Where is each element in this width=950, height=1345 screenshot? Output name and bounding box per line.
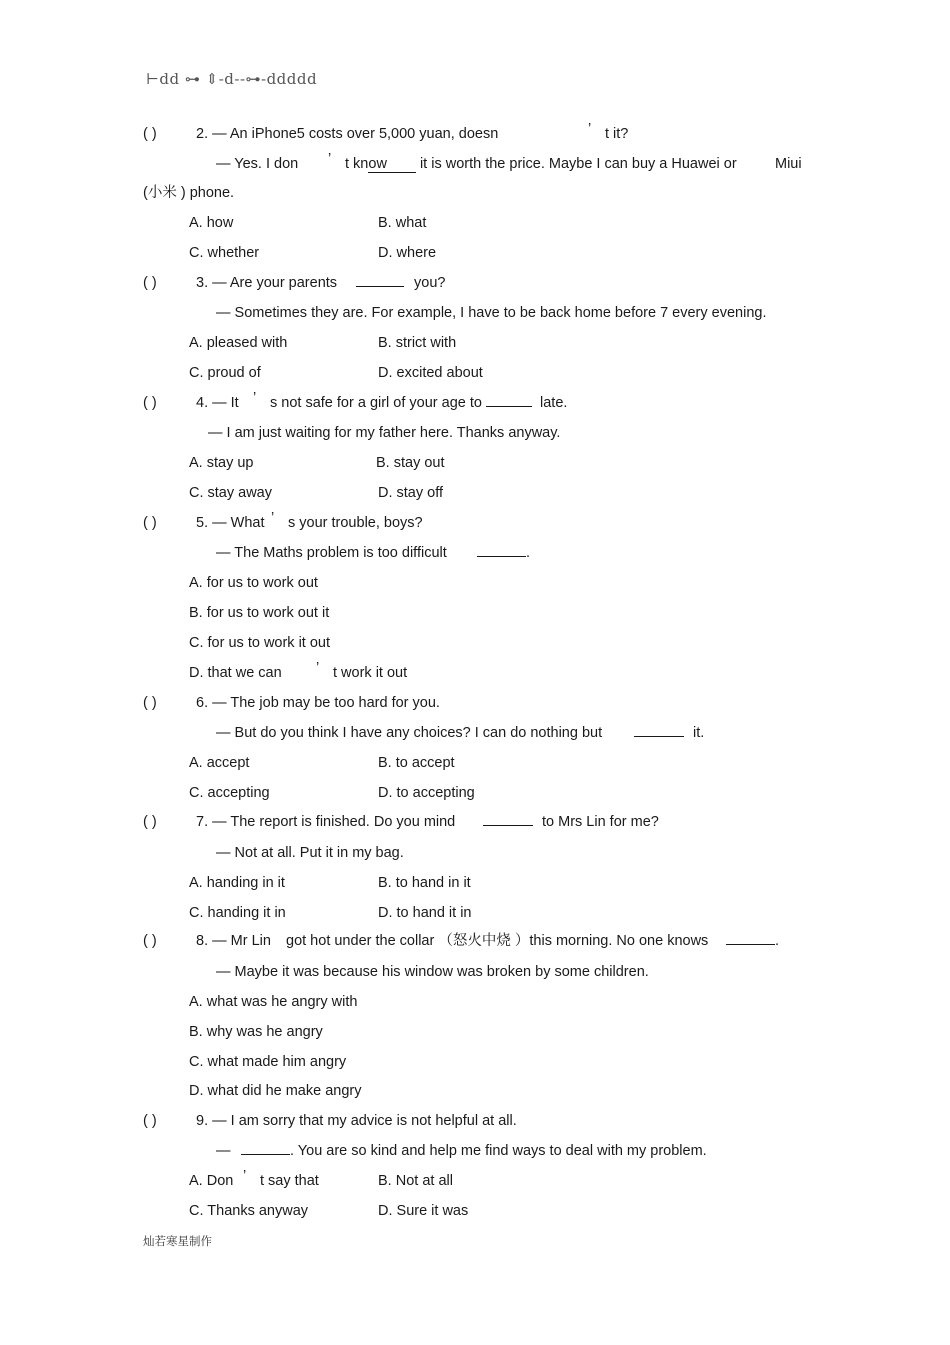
answer-paren: ( ) (143, 395, 157, 411)
option-3d: D. excited about (378, 365, 483, 381)
question-5-text: 5. — What (196, 515, 265, 531)
question-8-blank: . (726, 932, 779, 950)
option-3b: B. strict with (378, 335, 457, 351)
option-9c: C. Thanks anyway (189, 1203, 309, 1219)
option-4d: D. stay off (378, 485, 444, 501)
answer-7-text: — Not at all. Put it in my bag. (216, 845, 404, 861)
option-7a: A. handing in it (189, 875, 285, 891)
option-8b: B. why was he angry (189, 1024, 323, 1040)
apostrophe: ’ (328, 151, 332, 167)
apostrophe: ’ (316, 660, 320, 676)
question-4-mid: s not safe for a girl of your age to (270, 395, 482, 411)
answer-6-blank (634, 724, 684, 742)
option-4a: A. stay up (189, 455, 254, 471)
option-3c: C. proud of (189, 365, 261, 381)
option-2d: D. where (378, 245, 437, 261)
answer-2-blank: ow (368, 156, 416, 173)
option-6c: C. accepting (189, 785, 270, 801)
option-6b: B. to accept (378, 755, 455, 771)
answer-paren: ( ) (143, 515, 157, 531)
answer-3-text: — Sometimes they are. For example, I have to be back home before 7 every evening. (216, 305, 767, 321)
option-8c: C. what made him angry (189, 1054, 347, 1070)
option-2a: A. how (189, 215, 234, 231)
answer-2-continuation: (小米 ) phone. (143, 185, 235, 201)
answer-5-text: — The Maths problem is too difficult (216, 545, 447, 561)
option-9a-tail: t say that (260, 1173, 319, 1189)
option-6a: A. accept (189, 755, 250, 771)
apostrophe: ’ (253, 390, 257, 406)
question-8-mid: got hot under the collar （怒火中烧 ）this morning. No one knows (286, 933, 709, 949)
option-7b: B. to hand in it (378, 875, 471, 891)
option-5a: A. for us to work out (189, 575, 318, 591)
option-8d: D. what did he make angry (189, 1083, 362, 1099)
option-4c: C. stay away (189, 485, 272, 501)
option-9b: B. Not at all (378, 1173, 453, 1189)
question-5-mid: s your trouble, boys? (288, 515, 423, 531)
answer-5-blank: . (477, 544, 530, 562)
answer-9-dash: — (216, 1143, 231, 1159)
question-2-tail: t it? (605, 126, 629, 142)
option-7d: D. to hand it in (378, 905, 472, 921)
page-footer: 灿若寒星制作 (143, 1234, 212, 1248)
question-3-blank (356, 274, 404, 292)
question-7-blank (483, 813, 533, 831)
option-8a: A. what was he angry with (189, 994, 358, 1010)
question-4-tail: late. (540, 395, 568, 411)
question-4-blank (486, 394, 532, 412)
answer-6-text: — But do you think I have any choices? I can do nothing but (216, 725, 603, 741)
option-7c: C. handing it in (189, 905, 286, 921)
option-6d: D. to accepting (378, 785, 475, 801)
answer-paren: ( ) (143, 695, 157, 711)
question-6-text: 6. — The job may be too hard for you. (196, 695, 440, 711)
answer-paren: ( ) (143, 126, 157, 142)
apostrophe: ’ (588, 121, 592, 137)
question-8-text: 8. — Mr Lin (196, 933, 271, 949)
option-5d: D. that we can (189, 665, 282, 681)
question-7-text: 7. — The report is finished. Do you mind (196, 814, 456, 830)
apostrophe: ’ (243, 1168, 247, 1184)
question-3-tail: you? (414, 275, 446, 291)
option-9d: D. Sure it was (378, 1203, 469, 1219)
answer-2-text: — Yes. I don (216, 156, 299, 172)
question-3-text: 3. — Are your parents (196, 275, 338, 291)
answer-6-tail: it. (693, 725, 705, 741)
answer-paren: ( ) (143, 933, 157, 949)
answer-8-text: — Maybe it was because his window was broken by some children. (216, 964, 649, 980)
option-5d-tail: t work it out (333, 665, 408, 681)
question-7-tail: to Mrs Lin for me? (542, 814, 659, 830)
question-2-text: 2. — An iPhone5 costs over 5,000 yuan, doesn (196, 126, 499, 142)
answer-9-blank: . You are so kind and help me find ways to deal with my problem. (241, 1142, 707, 1160)
option-9a: A. Don (189, 1173, 234, 1189)
question-4-text: 4. — It (196, 395, 239, 411)
option-4b: B. stay out (376, 455, 445, 471)
option-3a: A. pleased with (189, 335, 288, 351)
answer-paren: ( ) (143, 1113, 157, 1129)
question-9-text: 9. — I am sorry that my advice is not helpful at all. (196, 1113, 517, 1129)
answer-2-mid: t know it is worth the price. Maybe I can buy a Huawei or (345, 156, 737, 172)
answer-4-text: — I am just waiting for my father here. Thanks anyway. (208, 425, 561, 441)
page-header-mark: ⊢dd ⊶ ⇕-d--⊶-ddddd (146, 70, 318, 88)
answer-paren: ( ) (143, 814, 157, 830)
option-2c: C. whether (189, 245, 260, 261)
answer-2-miui: Miui (775, 156, 802, 172)
option-5b: B. for us to work out it (189, 605, 330, 621)
option-5c: C. for us to work it out (189, 635, 331, 651)
apostrophe: ’ (271, 510, 275, 526)
answer-paren: ( ) (143, 275, 157, 291)
option-2b: B. what (378, 215, 427, 231)
